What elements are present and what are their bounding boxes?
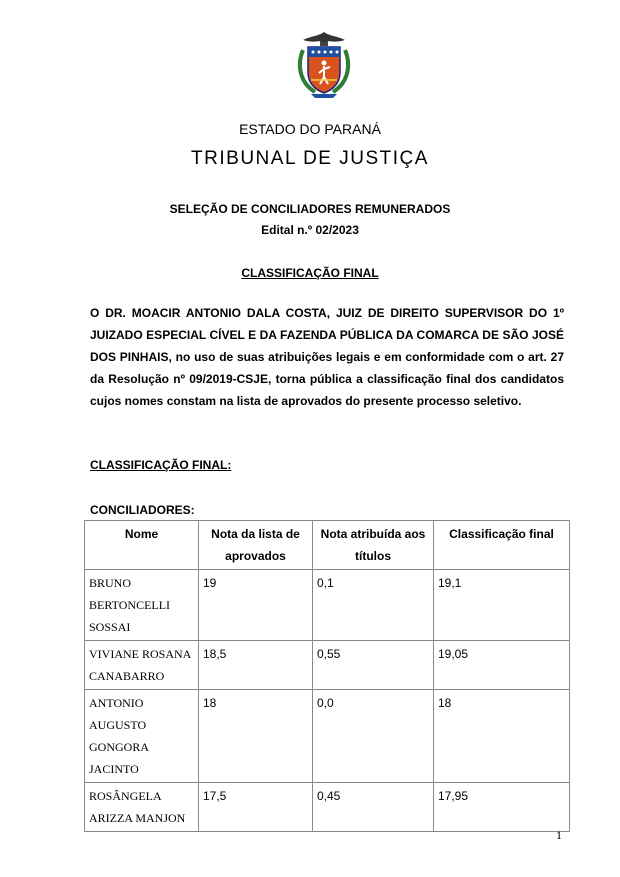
header-final: Classificação final bbox=[434, 521, 570, 570]
table-header-row bbox=[85, 521, 570, 570]
candidate-name: ANTONIO AUGUSTO GONGORA JACINTO bbox=[85, 690, 199, 783]
announcement-paragraph: O DR. MOACIR ANTONIO DALA COSTA, JUIZ DE DIREITO SUPERVISOR DO 1º JUIZADO ESPECIAL CÍVEL E DA FAZENDA PÚBLICA DA COMARCA DE SÃO JOSÉ DOS PINHAIS, no uso de suas atribuições legais e em conformidade com o art. 27 da Resolução nº 09/2019-CSJE, torna pública a classificação final dos candidatos cujos nomes constam na lista de aprovados do presente processo seletivo. bbox=[90, 306, 564, 408]
title-score: 0,45 bbox=[313, 783, 434, 832]
selection-title: SELEÇÃO DE CONCILIADORES REMUNERADOS bbox=[169, 202, 451, 216]
final-score: 19,05 bbox=[434, 641, 570, 690]
page-number: 1 bbox=[556, 828, 562, 842]
title-score: 0,55 bbox=[313, 641, 434, 690]
candidate-name: VIVIANE ROSANA CANABARRO bbox=[85, 641, 199, 690]
table-row bbox=[85, 690, 570, 783]
classification-title: CLASSIFICAÇÃO FINAL bbox=[241, 266, 379, 280]
approved-score: 18 bbox=[199, 690, 313, 783]
approved-score: 17,5 bbox=[199, 783, 313, 832]
state-name: ESTADO DO PARANÁ bbox=[239, 121, 381, 137]
title-score: 0,1 bbox=[313, 570, 434, 641]
approved-score: 19 bbox=[199, 570, 313, 641]
header-name: Nome bbox=[85, 521, 199, 570]
edital-number: Edital n.º 02/2023 bbox=[261, 223, 359, 237]
approved-score: 18,5 bbox=[199, 641, 313, 690]
final-score: 18 bbox=[434, 690, 570, 783]
candidate-name: ROSÂNGELA ARIZZA MANJON bbox=[85, 783, 199, 832]
table-row bbox=[85, 641, 570, 690]
header-approved-score: Nota da lista de aprovados bbox=[199, 521, 313, 570]
table-row bbox=[85, 570, 570, 641]
conciliators-label: CONCILIADORES: bbox=[90, 503, 195, 517]
final-score: 17,95 bbox=[434, 783, 570, 832]
classification-table bbox=[84, 520, 570, 832]
table-row bbox=[85, 783, 570, 832]
title-score: 0,0 bbox=[313, 690, 434, 783]
court-name: TRIBUNAL DE JUSTIÇA bbox=[191, 148, 429, 169]
final-score: 19,1 bbox=[434, 570, 570, 641]
parana-coat-of-arms-icon bbox=[293, 30, 355, 100]
header-title-score: Nota atribuída aos títulos bbox=[313, 521, 434, 570]
candidate-name: BRUNO BERTONCELLI SOSSAI bbox=[85, 570, 199, 641]
final-classification-label: CLASSIFICAÇÃO FINAL: bbox=[90, 458, 232, 472]
